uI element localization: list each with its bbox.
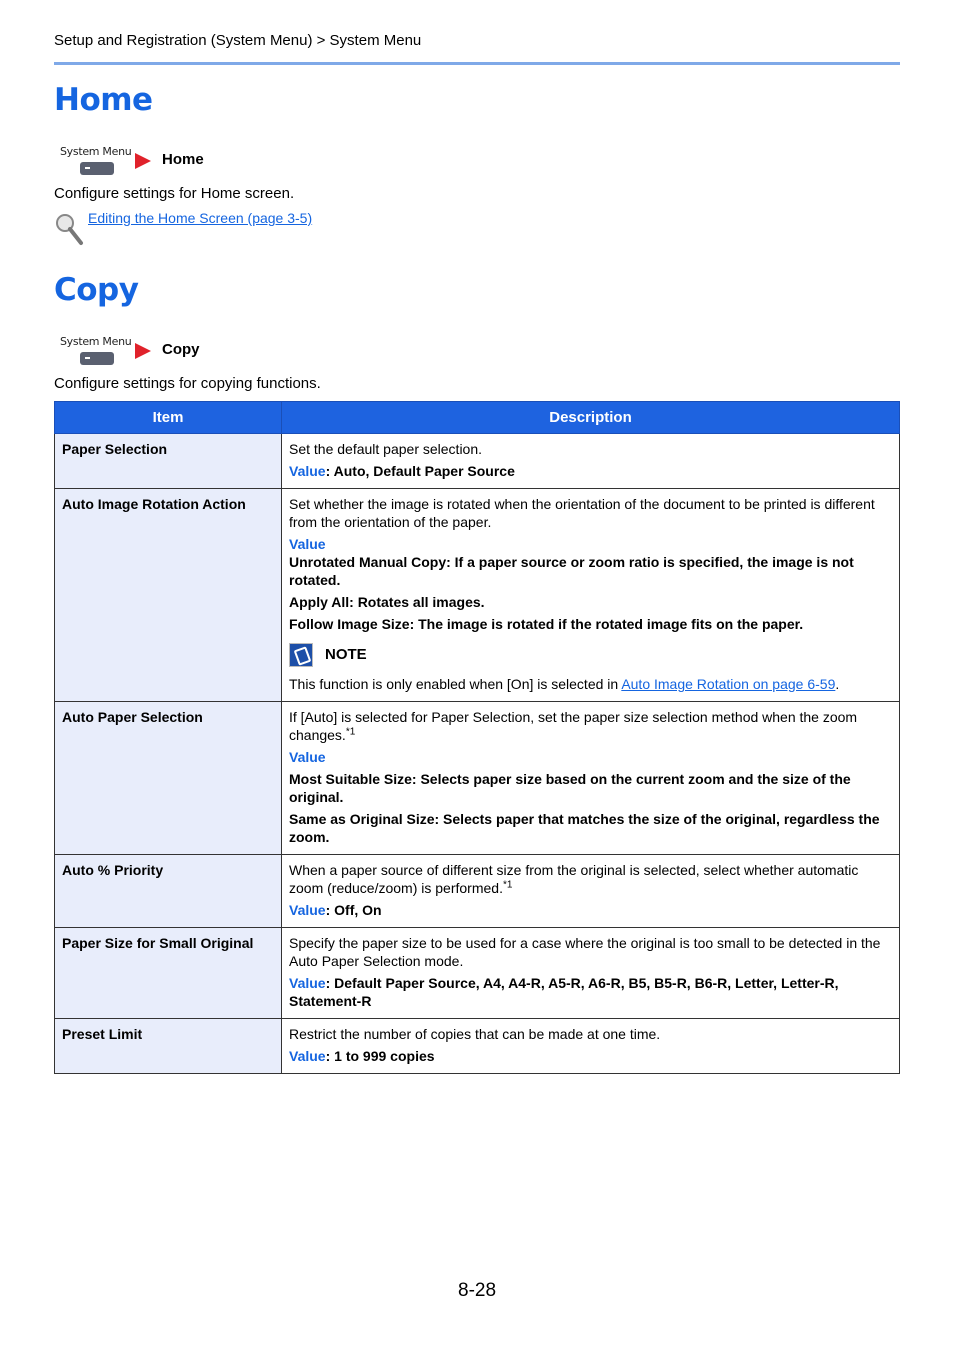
table-row — [55, 928, 900, 1019]
row-value — [289, 901, 892, 919]
row-value — [289, 1047, 892, 1065]
footnote-ref: *1 — [345, 726, 356, 738]
column-header-description: Description — [282, 402, 900, 434]
row-description — [289, 708, 892, 744]
value-label: Value — [289, 975, 326, 991]
value-text: : Auto, Default Paper Source — [325, 463, 515, 479]
value-option: Same as Original Size: Selects paper that matches the size of the original, regardless the zoom. — [289, 811, 880, 845]
copy-description: Configure settings for copying functions. — [54, 375, 321, 392]
home-title: Home — [54, 82, 153, 118]
system-menu-label: System Menu — [60, 145, 132, 158]
description-cell — [282, 434, 900, 489]
row-description: Restrict the number of copies that can be made at one time. — [289, 1026, 661, 1042]
copy-settings-table — [54, 401, 900, 1074]
description-cell — [282, 1019, 900, 1074]
header-rule — [54, 62, 900, 65]
value-text: : Off, On — [325, 902, 382, 918]
value-option: Unrotated Manual Copy: If a paper source or zoom ratio is specified, the image is not rotated. — [289, 554, 854, 588]
value-label: Value — [289, 463, 326, 479]
arrow-right-icon — [135, 343, 151, 359]
system-menu-key-icon — [60, 145, 130, 175]
system-menu-label: System Menu — [60, 335, 132, 348]
value-option: Follow Image Size: The image is rotated if the rotated image fits on the paper. — [289, 616, 804, 632]
page-number: 8-28 — [458, 1280, 497, 1301]
value-label: Value — [289, 1048, 326, 1064]
breadcrumb: Setup and Registration (System Menu) > System Menu — [54, 32, 422, 49]
item-cell: Paper Size for Small Original — [55, 928, 282, 1019]
row-value — [289, 974, 892, 1010]
table-row — [55, 702, 900, 855]
value-text: : Default Paper Source, A4, A4-R, A5-R, A6-R, B5, B5-R, B6-R, Letter, Letter-R, Statement-R — [289, 975, 839, 1009]
note-icon — [289, 643, 313, 667]
row-description — [289, 861, 892, 897]
key-icon — [80, 162, 114, 175]
key-icon — [80, 352, 114, 365]
row-description-text: When a paper source of different size from the original is selected, select whether automatic zoom (reduce/zoom) is performed. — [289, 862, 859, 896]
row-description: Specify the paper size to be used for a case where the original is too small to be detected in the Auto Paper Selection mode. — [289, 935, 881, 969]
description-cell — [282, 489, 900, 702]
item-cell: Auto % Priority — [55, 855, 282, 928]
system-menu-key-icon — [60, 335, 130, 365]
item-cell: Auto Image Rotation Action — [55, 489, 282, 702]
home-step-label: Home — [162, 151, 204, 168]
value-label: Value — [289, 536, 326, 552]
value-label: Value — [289, 902, 326, 918]
arrow-right-icon — [135, 153, 151, 169]
note-label: NOTE — [325, 646, 367, 663]
copy-step-label: Copy — [162, 341, 200, 358]
value-text: : 1 to 999 copies — [325, 1048, 435, 1064]
table-header-row — [55, 402, 900, 434]
auto-image-rotation-link[interactable]: Auto Image Rotation on page 6-59 — [621, 676, 836, 692]
description-cell — [282, 855, 900, 928]
value-option: Most Suitable Size: Selects paper size based on the current zoom and the size of the original. — [289, 771, 851, 805]
home-description: Configure settings for Home screen. — [54, 185, 295, 202]
note-text — [289, 675, 892, 693]
table-row — [55, 855, 900, 928]
value-label: Value — [289, 749, 326, 765]
copy-title: Copy — [54, 272, 139, 308]
note-text-post: . — [835, 676, 840, 692]
table-row — [55, 434, 900, 489]
magnifier-icon — [54, 212, 84, 246]
item-cell: Auto Paper Selection — [55, 702, 282, 855]
row-value — [289, 462, 892, 480]
table-row — [55, 489, 900, 702]
value-option: Apply All: Rotates all images. — [289, 594, 485, 610]
description-cell — [282, 928, 900, 1019]
editing-home-screen-link[interactable]: Editing the Home Screen (page 3-5) — [88, 210, 313, 226]
note-box — [289, 643, 892, 667]
column-header-item: Item — [55, 402, 282, 434]
row-description: Set whether the image is rotated when the orientation of the document to be printed is different from the orientation of the paper. — [289, 496, 875, 530]
table-row — [55, 1019, 900, 1074]
note-text-pre: This function is only enabled when [On] is selected in — [289, 676, 622, 692]
row-description: Set the default paper selection. — [289, 441, 483, 457]
row-description-text: If [Auto] is selected for Paper Selection, set the paper size selection method when the zoom changes. — [289, 709, 858, 743]
description-cell — [282, 702, 900, 855]
footnote-ref: *1 — [502, 879, 513, 891]
item-cell: Paper Selection — [55, 434, 282, 489]
item-cell: Preset Limit — [55, 1019, 282, 1074]
